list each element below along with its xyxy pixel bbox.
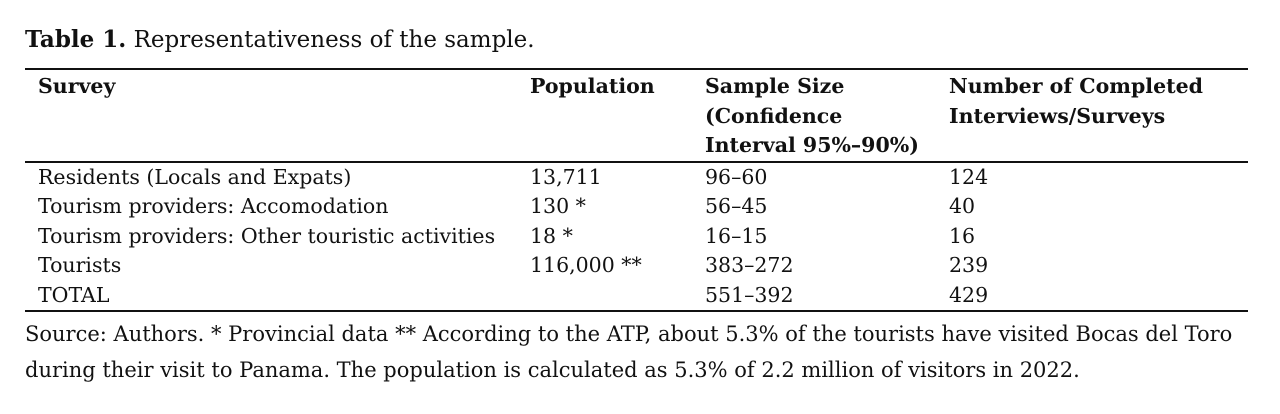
cell-completed: 429: [949, 282, 989, 307]
cell-survey: Tourists: [38, 253, 122, 277]
table-header: [25, 69, 1248, 162]
cell-population: [530, 281, 705, 312]
cell-population: 116,000 **: [530, 253, 642, 277]
table-row-total: [25, 281, 1248, 312]
header-completed-line1: Number of Completed: [949, 74, 1203, 98]
table-row: [25, 162, 1248, 193]
cell-completed: 16: [949, 223, 976, 248]
cell-sample: 96–60: [705, 164, 768, 189]
table-caption-label: Table 1.: [25, 26, 127, 53]
table-caption-text: Representativeness of the sample.: [126, 27, 535, 53]
cell-completed: 124: [949, 164, 989, 189]
table-caption: [25, 24, 1248, 60]
cell-sample: 16–15: [705, 223, 768, 248]
cell-population: 18 *: [530, 223, 573, 248]
note-line-2: during their visit to Panama. The population is calculated as 5.3% of 2.2 million of visitors in 2022.: [25, 358, 1080, 382]
cell-completed: 40: [949, 194, 976, 218]
representativeness-table: [25, 68, 1248, 312]
cell-survey: TOTAL: [38, 282, 110, 307]
header-sample-line2: (Confidence: [705, 103, 843, 128]
header-row: [25, 69, 1248, 162]
cell-sample: 383–272: [705, 253, 794, 277]
cell-survey: Tourism providers: Accomodation: [38, 194, 389, 218]
note-line-1: Source: Authors. * Provincial data ** According to the ATP, about 5.3% of the tourists have visited Bocas del Toro: [25, 322, 1233, 346]
cell-survey: Tourism providers: Other touristic activities: [38, 223, 496, 248]
header-sample-size: [705, 69, 949, 162]
table-row: [25, 192, 1248, 222]
header-completed-line2: Interviews/Surveys: [949, 103, 1166, 128]
table-source-note: [25, 316, 1248, 388]
cell-sample: 56–45: [705, 194, 768, 218]
table-figure: [25, 24, 1248, 388]
table-row: [25, 222, 1248, 252]
header-population: Population: [530, 74, 655, 98]
cell-completed: 239: [949, 253, 989, 277]
cell-population: 130 *: [530, 194, 586, 218]
header-sample-line3: Interval 95%–90%): [705, 133, 919, 157]
cell-population: 13,711: [530, 164, 602, 189]
header-completed: [949, 69, 1248, 162]
table-row: [25, 251, 1248, 281]
cell-sample: 551–392: [705, 282, 794, 307]
cell-survey: Residents (Locals and Expats): [38, 164, 352, 189]
header-sample-line1: Sample Size: [705, 74, 845, 98]
table-body: [25, 162, 1248, 312]
header-survey: Survey: [38, 74, 116, 98]
